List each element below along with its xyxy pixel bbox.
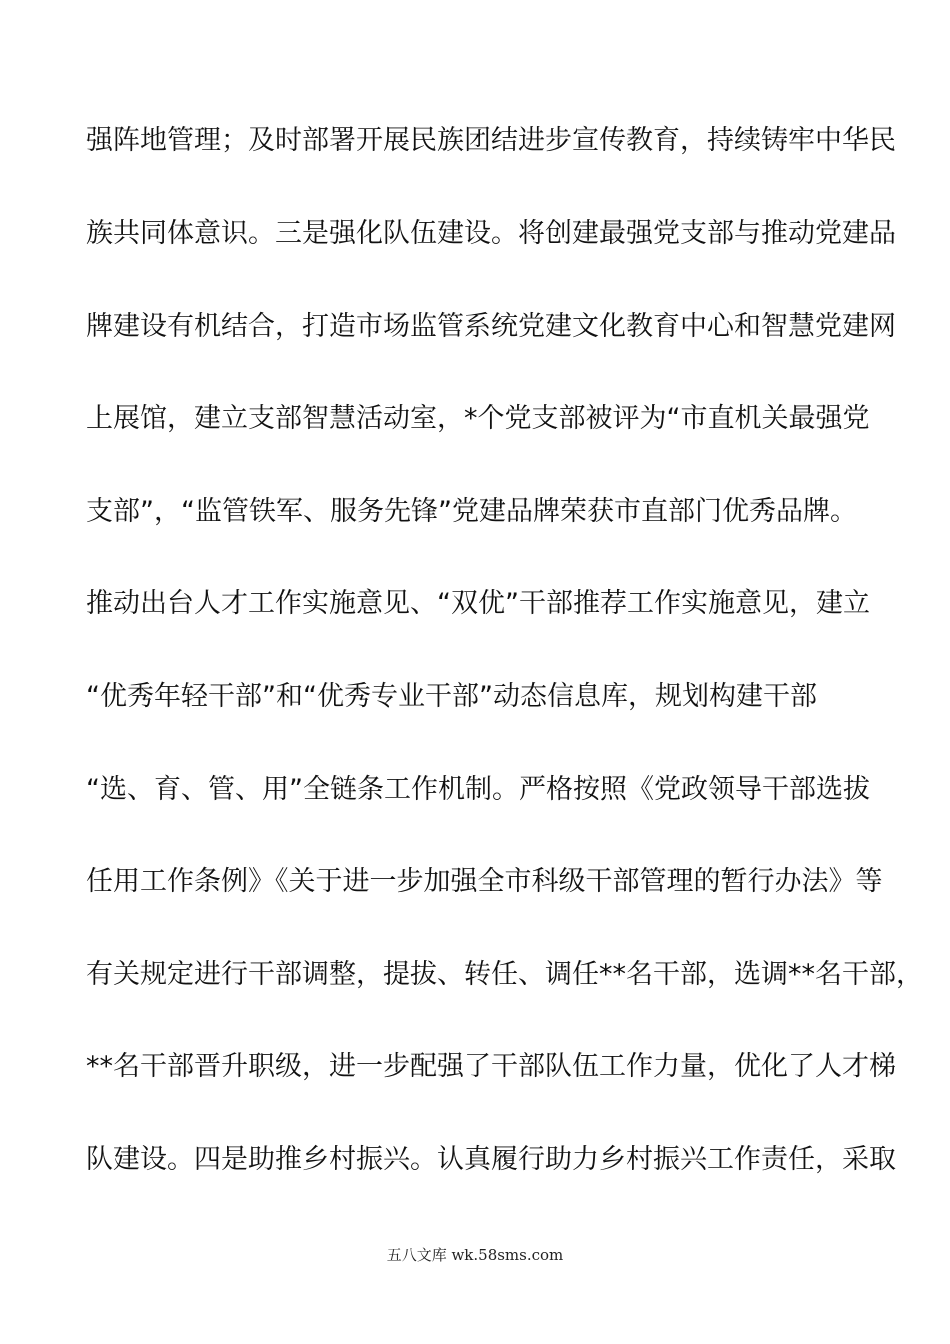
body-text-line: 推动出台人才工作实施意见、“双优”干部推荐工作实施意见，建立	[86, 588, 870, 619]
body-text-line: 强阵地管理；及时部署开展民族团结进步宣传教育，持续铸牢中华民	[86, 125, 896, 156]
body-text-line: 队建设。四是助推乡村振兴。认真履行助力乡村振兴工作责任，采取	[86, 1144, 896, 1175]
body-text-line: 上展馆，建立支部智慧活动室，*个党支部被评为“市直机关最强党	[86, 403, 870, 434]
body-text-line: “选、育、管、用”全链条工作机制。严格按照《党政领导干部选拔	[86, 774, 870, 805]
body-text-line: **名干部晋升职级，进一步配强了干部队伍工作力量，优化了人才梯	[86, 1051, 896, 1082]
body-text-line: “优秀年轻干部”和“优秀专业干部”动态信息库，规划构建干部	[86, 681, 817, 712]
body-text-line: 族共同体意识。三是强化队伍建设。将创建最强党支部与推动党建品	[86, 218, 896, 249]
body-text-line: 牌建设有机结合，打造市场监管系统党建文化教育中心和智慧党建网	[86, 311, 896, 342]
body-text-line: 任用工作条例》《关于进一步加强全市科级干部管理的暂行办法》等	[86, 866, 883, 897]
body-text-line: 有关规定进行干部调整，提拔、转任、调任**名干部，选调**名干部，	[86, 959, 923, 990]
page-footer-watermark: 五八文库 wk.58sms.com	[386, 1246, 564, 1264]
body-text-line: 支部”，“监管铁军、服务先锋”党建品牌荣获市直部门优秀品牌。	[86, 496, 857, 527]
